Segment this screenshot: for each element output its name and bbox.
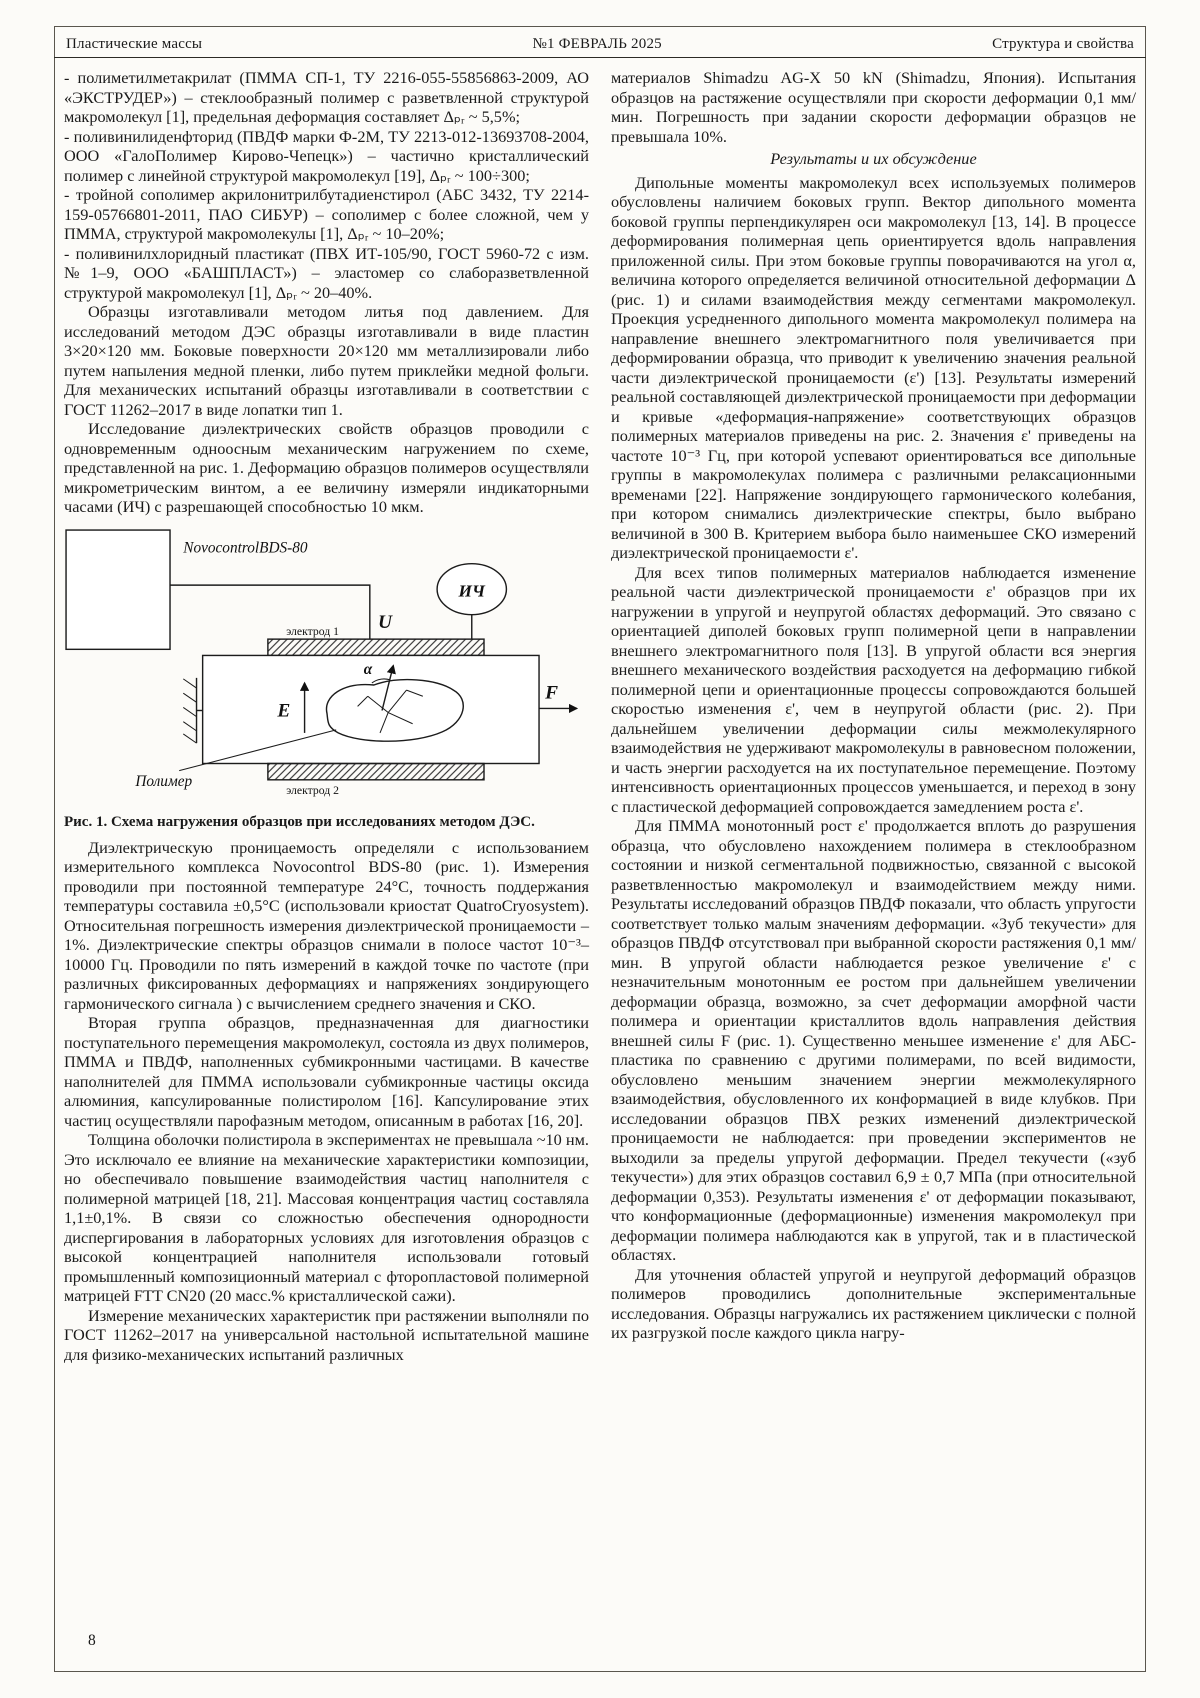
- paragraph-materials: материалов Shimadzu AG-X 50 kN (Shimadzu, Япония). Испытания образцов на растяжение осуществляли при скорости деформации 0,1 мм/мин. Погрешность при задании скорости деформации образцов не превышала 10%.: [611, 68, 1136, 146]
- electrode1-label: электрод 1: [286, 624, 340, 638]
- right-column: [611, 68, 1136, 1364]
- page-number: 8: [88, 1632, 96, 1649]
- issue-info: №1 ФЕВРАЛЬ 2025: [532, 36, 662, 52]
- indicator-label: ИЧ: [458, 580, 485, 600]
- page-header: [66, 36, 1134, 53]
- journal-title: Пластические массы: [66, 36, 203, 52]
- angle-label: α: [363, 660, 373, 678]
- results-heading: Результаты и их обсуждение: [770, 149, 977, 168]
- paragraph-tensile: Измерение механических характеристик при растяжении выполняли по ГОСТ 11262–2017 на универсальной настольной испытательной машине для физико-механических испытаний различных: [64, 1305, 589, 1364]
- figure-1: [64, 527, 589, 831]
- two-column-text: [64, 68, 1136, 1364]
- paragraph-des-setup: Исследование диэлектрических свойств образцов проводили с одновременным одноосным механическим нагружением по схеме, представленной на рис. 1. Деформацию образцов полимеров осуществляли микрометрическим винтом, а ее величину измеряли индикаторными часами (ИЧ) с разрешающей способностью 10 мкм.: [64, 419, 589, 516]
- list-item-pvdf: - поливинилиденфторид (ПВДФ марки Ф-2М, ТУ 2213-012-13693708-2004, ООО «ГалоПолимер Кирово-Чепецк») – частично кристаллический полимер с линейной структурой макромолекул [19], Δₚᵣ ~ 100÷300;: [64, 126, 589, 185]
- polymer-label: Полимер: [135, 772, 193, 790]
- polymer-blob: [326, 679, 463, 741]
- paragraph-dipole: Дипольные моменты макромолекул всех используемых полимеров обусловлены наличием боковых групп. Вектор дипольного момента боковой группы перпендикулярен оси макромолекул [13, 14]. В процессе деформирования полимерная цепь ориентируется вдоль направления приложенной силы. При этом боковые группы поворачиваются на угол α, величина которого определяется величиной относительной деформации Δ (рис. 1) и силами взаимодействия между сегментами макромолекул. Проекция усредненного дипольного момента макромолекул полимера на направление внешнего электромагнитного поля увеличивается при деформировании образца, что приводит к увеличению значения реальной части диэлектрической проницаемости (ε') [13]. Результаты измерений реальной составляющей диэлектрической проницаемости при деформации и кривые «деформация-напряжение» соответствующих образцов полимерных материалов приведены на рис. 2. Значения ε' приведены на частоте 10⁻³ Гц, при которой успевают ориентироваться все дипольные группы в макромолекулах полимера с различными релаксационными временами [22]. Напряжение зондирующего гармонического колебания, при котором снимались диэлектрические спектры, было выбрано величиной в 300 В. Критерием выбора было наименьшее СКО измерений диэлектрической проницаемости ε'.: [611, 172, 1136, 562]
- list-item-pvc: - поливинилхлоридный пластикат (ПВХ ИТ-105/90, ГОСТ 5960-72 с изм. №1–9, ООО «БАШПЛАСТ») – эластомер со слаборазветвленной структурой макромолекул [1], Δₚᵣ ~ 20–40%.: [64, 243, 589, 302]
- force-label: F: [545, 681, 559, 703]
- paragraph-second-group: Вторая группа образцов, предназначенная для диагностики поступательного перемещения макромолекул, состояла из двух полимеров, ПММА и ПВДФ, наполненных субмикронными частицами. В качестве наполнителей для ПММА использовали субмикронные частицы оксида алюминия, капсулированные полистиролом [16]. Капсулирование этих частиц осуществляли парофазным методом, описанным в работах [16, 20].: [64, 1013, 589, 1130]
- header-rule: [54, 57, 1146, 58]
- paragraph-all-types: Для всех типов полимерных материалов наблюдается изменение реальной части диэлектрической проницаемости ε' образцов при их нагружении в упругой и неупругой областях деформаций. Это связано с ориентацией диполей боковых групп полимерной цепи в направлении внешнего электромагнитного поля [13]. В упругой области вся энергия внешнего механического воздействия расходуется на деформацию гибкой полимерной цепи и ориентационные процессы сопровождаются большей скоростью изменения ε', чем в неупругой области (рис. 2). При дальнейшем увеличении деформации силы межмолекулярного взаимодействия не удерживают макромолекулы в равновесном положении, и часть энергии расходуется на их поступательное перемещение. Поэтому интенсивность ориентационных процессов уменьшается, и переход в зону с пластической деформацией сопровождается замедлением роста ε'.: [611, 562, 1136, 816]
- paragraph-molding: Образцы изготавливали методом литья под давлением. Для исследований методом ДЭС образцы изготавливали в виде пластин 3×20×120 мм. Боковые поверхности 20×120 мм металлизировали либо путем напыления медной пленки, либо путем приклейки медной фольги. Для механических испытаний образцы изготавливали в соответствии с ГОСТ 11262–2017 в виде лопатки тип 1.: [64, 302, 589, 419]
- paragraph-novocontrol: Диэлектрическую проницаемость определяли с использованием измерительного комплекса Novocontrol BDS-80 (рис. 1). Измерения проводили при постоянной температуре 24°С, точность поддержания температуры составила ±0,5°С (использовали криостат QuatroCryosystem). Относительная погрешность измерения диэлектрической проницаемости – 1%. Диэлектрические спектры образцов снимали в полосе частот 10⁻³–10000 Гц. Проводили по пять измерений в каждой точке по частоте (при различных фиксированных деформациях и напряжениях зондирующего гармонического сигнала ) с вычислением среднего значения и СКО.: [64, 837, 589, 1013]
- paragraph-refinement: Для уточнения областей упругой и неупругой деформаций образцов полимеров проводились дополнительные экспериментальные исследования. Образцы нагружались их растяжением циклически с полной их разгрузкой после каждого цикла нагру-: [611, 1264, 1136, 1342]
- figure-schematic: [64, 527, 589, 810]
- list-item-pmma: - полиметилметакрилат (ПММА СП-1, ТУ 2216-055-55856863-2009, АО «ЭКСТРУДЕР») – стеклообразный полимер с разветвленной структурой макромолекул [1], предельная деформация составляет Δₚᵣ ~ 5,5%;: [64, 68, 589, 126]
- field-label: E: [277, 700, 291, 722]
- electrode1-bar: [268, 639, 484, 655]
- device-box: [66, 530, 170, 649]
- paragraph-pmma-growth: Для ПММА монотонный рост ε' продолжается вплоть до разрушения образца, что обусловлено нахождением полимера в стеклообразном состоянии и низкой сегментальной подвижностью, связанной с высокой разветвленностью макромолекул и взаимодействием между ними. Результаты исследований образцов ПВДФ показали, что область упругости соответствует только малым значениям деформации. «Зуб текучести» для образцов ПВДФ отсутствовал при выбранной скорости растяжения 0,1 мм/мин. В упругой области наблюдается резкое увеличение ε' с незначительным монотонным ее ростом при дальнейшем увеличении деформации образца, возможно, за счет деформации аморфной части полимера и ориентации кристаллитов вдоль направления действия внешней силы F (рис. 1). Существенно меньшее изменение ε' для АБС-пластика по сравнению с другими полимерами, по всей видимости, обусловлено меньшим значением энергии межмолекулярного взаимодействия, обусловленного их конформацией в виде клубков. При исследовании образцов ПВХ резких изменений диэлектрической проницаемости не наблюдается: при проведении экспериментов не выходили за пределы упругой деформации. Предел текучести («зуб текучести») для этих образцов составил 6,9 ± 0,7 МПа (при относительной деформации 0,353). Результаты изменения ε' от деформации показывают, что конформационные (деформационные) изменения макромолекул при деформации полимера наблюдаются как в упругой, так и в пластической областях.: [611, 816, 1136, 1264]
- left-column: [64, 68, 589, 1364]
- list-item-abs: - тройной сополимер акрилонитрилбутадиенстирол (АБС 3432, ТУ 2214-159-05766801-2011, ПАО СИБУР) – сополимер с более сложной, чем у ПММА, структурой макромолекулы [1], Δₚᵣ ~ 10–20%;: [64, 185, 589, 243]
- paragraph-shell: Толщина оболочки полистирола в экспериментах не превышала ~10 нм. Это исключало ее влияние на механические характеристики композиции, но обеспечивало повышение взаимодействия частиц наполнителя с полимерной матрицей [18, 21]. Массовая концентрация частиц составляла 1,1±0,1%. В связи со сложностью обеспечения однородности диспергирования в лабораторных условиях для изготовления образцов с высокой концентрацией наполнителя использовали готовый промышленный композиционный материал с фторопластовой полимерной матрицей FTT CN20 (20 масс.% кристаллической сажи).: [64, 1130, 589, 1306]
- wall-hatch: [183, 678, 196, 742]
- wire-device-to-electrode: [170, 585, 370, 639]
- electrode2-bar: [268, 763, 484, 779]
- section-name: Структура и свойства: [992, 36, 1134, 52]
- device-label: NovocontrolBDS-80: [183, 538, 308, 556]
- electrode2-label: электрод 2: [286, 783, 340, 797]
- voltage-label: U: [377, 611, 392, 633]
- figure-caption: Рис. 1. Схема нагружения образцов при исследованиях методом ДЭС.: [64, 813, 535, 830]
